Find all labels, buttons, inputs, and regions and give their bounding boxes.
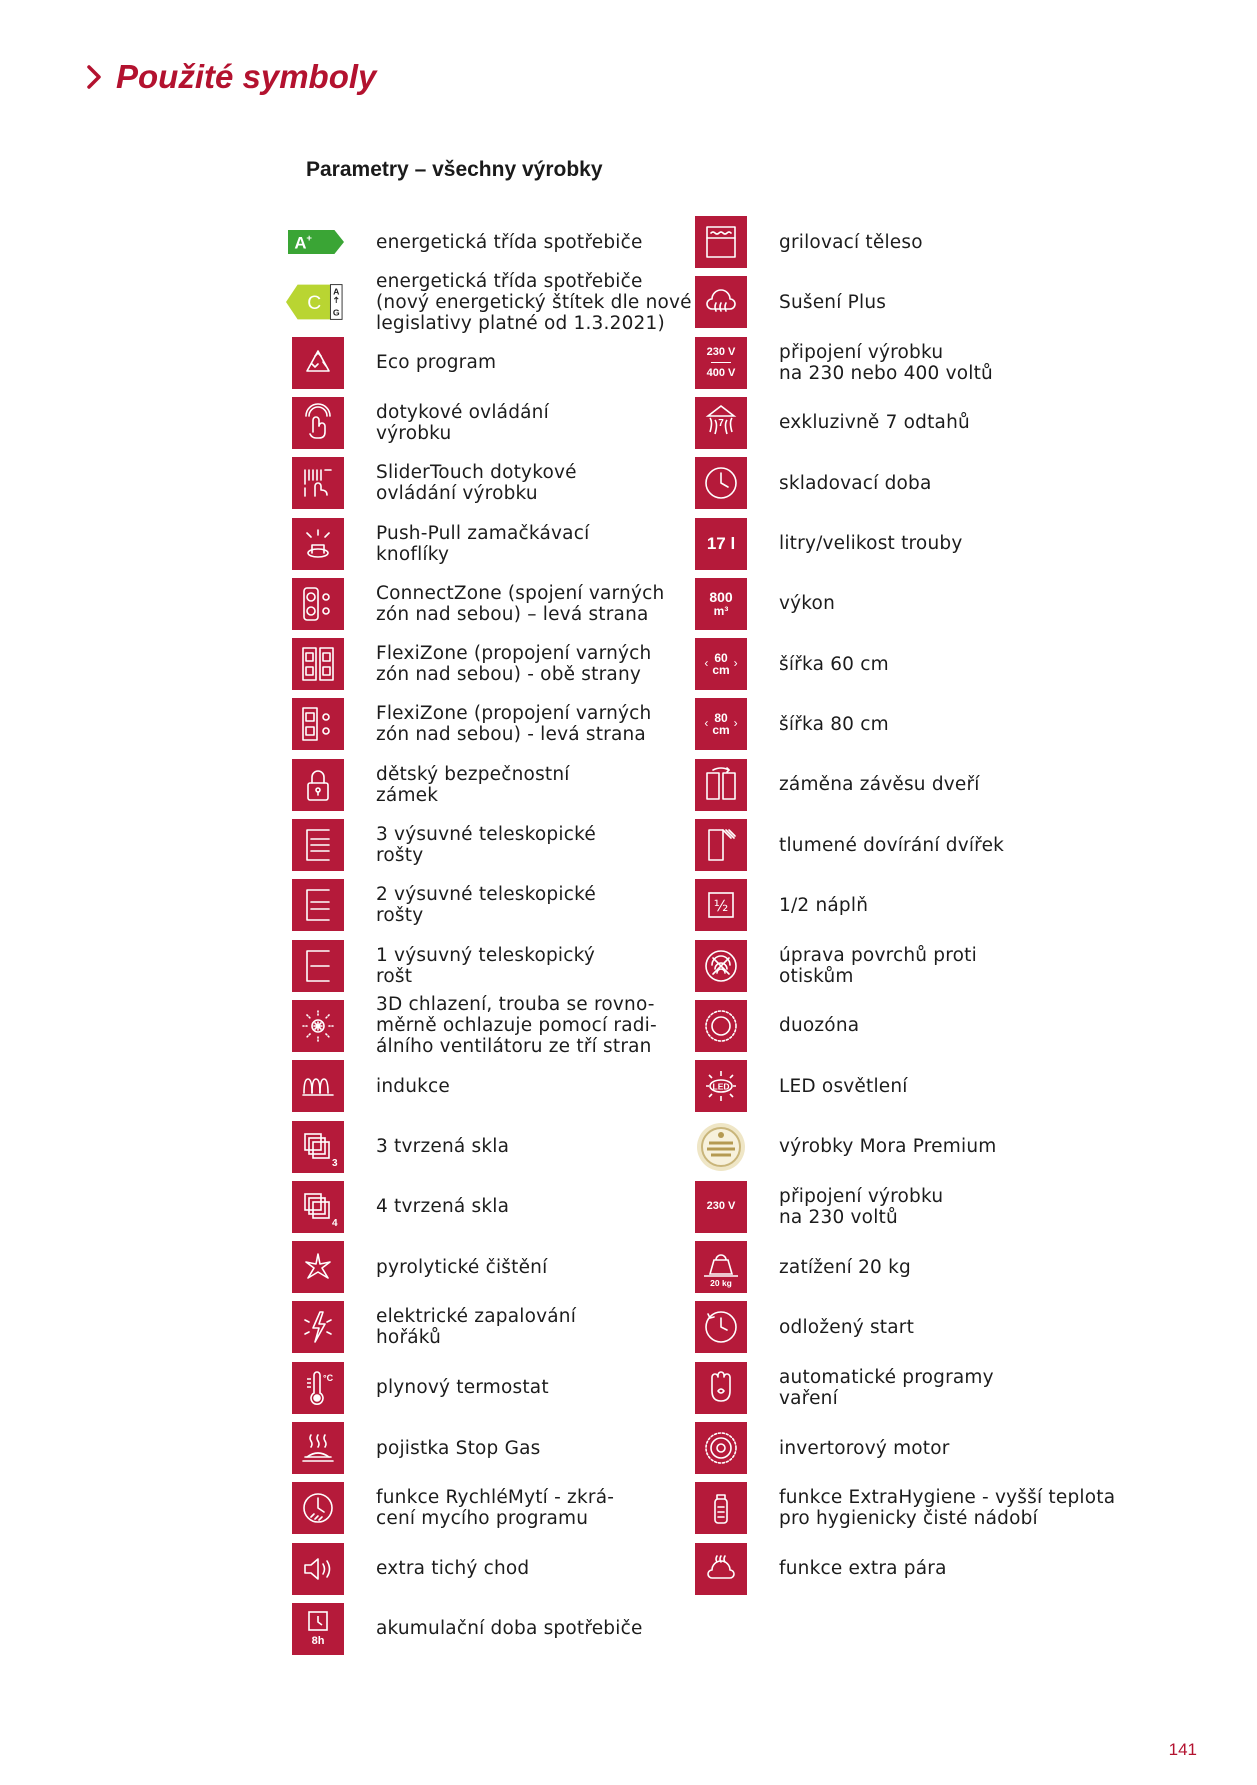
symbol-item xyxy=(695,337,1155,389)
delayed-start-icon xyxy=(695,1301,747,1353)
page-title: Použité symboly xyxy=(116,58,377,95)
svg-text:20 kg: 20 kg xyxy=(710,1278,732,1289)
symbol-label: 2 výsuvné teleskopické rošty xyxy=(376,884,596,927)
symbol-item xyxy=(292,578,752,630)
mora-premium-icon xyxy=(695,1121,747,1173)
symbol-label: exkluzivně 7 odtahů xyxy=(779,412,970,434)
symbol-label: výkon xyxy=(779,593,835,615)
symbol-label: akumulační doba spotřebiče xyxy=(376,1618,643,1640)
symbol-item xyxy=(695,457,1155,509)
power-output-icon: 800 m³ xyxy=(695,578,747,630)
tempered-glass-4-icon xyxy=(292,1181,344,1233)
svg-text:°C: °C xyxy=(323,1372,334,1383)
section-title: Parametry – všechny výrobky xyxy=(306,158,603,181)
chevron-right-icon xyxy=(86,64,102,90)
anti-fingerprint-icon xyxy=(695,940,747,992)
seven-extraction-icon xyxy=(695,397,747,449)
symbol-item xyxy=(695,819,1155,871)
symbol-item xyxy=(292,397,752,449)
symbol-item xyxy=(292,940,752,992)
symbol-label: energetická třída spotřebiče xyxy=(376,231,643,253)
symbol-item xyxy=(292,518,752,570)
symbol-item xyxy=(695,940,1155,992)
symbol-label: Push-Pull zamačkávací knoflíky xyxy=(376,522,590,565)
duozone-icon xyxy=(695,1000,747,1052)
child-lock-icon xyxy=(292,759,344,811)
symbol-label: 3 tvrzená skla xyxy=(376,1136,510,1157)
symbol-label: ConnectZone (spojení varných zón nad sebou) – levá strana xyxy=(376,582,665,625)
symbol-label: šířka 80 cm xyxy=(779,713,889,735)
symbol-label: šířka 60 cm xyxy=(779,653,889,675)
symbol-label: odložený start xyxy=(779,1316,915,1338)
symbol-label: energetická třída spotřebiče (nový energetický štítek dle nové legislativy platné od 1.3.2021) xyxy=(376,270,692,334)
svg-text:C: C xyxy=(307,293,322,315)
symbol-label: extra tichý chod xyxy=(376,1558,530,1580)
svg-text:G: G xyxy=(332,307,340,318)
symbol-label: automatické programy vaření xyxy=(779,1366,994,1409)
symbol-item xyxy=(292,994,752,1058)
symbol-label: pojistka Stop Gas xyxy=(376,1437,541,1459)
symbol-item xyxy=(695,638,1155,690)
symbol-item xyxy=(292,759,752,811)
symbol-label: 1/2 náplň xyxy=(779,894,869,916)
symbol-item xyxy=(292,638,752,690)
voltage-230-400-icon: 230 V 400 V xyxy=(695,337,747,389)
symbol-label: úprava povrchů proti otiskům xyxy=(779,944,977,987)
symbol-item xyxy=(695,1362,1155,1414)
symbol-label: SliderTouch dotykové ovládání výrobku xyxy=(376,462,577,505)
symbol-item xyxy=(292,1603,752,1655)
push-pull-knob-icon xyxy=(292,518,344,570)
symbol-item xyxy=(292,337,752,389)
symbol-item xyxy=(695,1181,1155,1233)
extrahygiene-icon xyxy=(695,1482,747,1534)
symbol-label: Eco program xyxy=(376,352,497,374)
symbol-item xyxy=(292,216,752,268)
quick-wash-icon xyxy=(292,1482,344,1534)
symbol-item xyxy=(695,216,1155,268)
energy-class-new-label-icon xyxy=(292,276,344,328)
symbol-label: 3D chlazení, trouba se rovno- měrně ochlazuje pomocí radi- álního ventilátoru ze tří stran xyxy=(376,994,657,1058)
drying-plus-icon xyxy=(695,276,747,328)
symbol-label: připojení výrobku na 230 voltů xyxy=(779,1185,944,1228)
induction-icon xyxy=(292,1060,344,1112)
gas-thermostat-icon xyxy=(292,1362,344,1414)
energy-class-a-plus-icon xyxy=(292,216,344,268)
symbol-item xyxy=(292,1422,752,1474)
extra-quiet-icon xyxy=(292,1543,344,1595)
grill-element-icon xyxy=(695,216,747,268)
symbol-item xyxy=(292,1241,752,1293)
svg-text:LED: LED xyxy=(712,1081,730,1092)
symbol-label: zatížení 20 kg xyxy=(779,1256,911,1278)
symbol-label: LED osvětlení xyxy=(779,1075,908,1097)
symbol-item xyxy=(292,1362,752,1414)
voltage-230-icon: 230 V xyxy=(695,1181,747,1233)
width-60-icon: ‹ 60 cm › xyxy=(695,638,747,690)
symbol-item xyxy=(695,759,1155,811)
symbol-item xyxy=(695,276,1155,328)
symbol-item xyxy=(695,1121,1155,1173)
symbol-item xyxy=(695,698,1155,750)
symbol-label: 1 výsuvný teleskopický rošt xyxy=(376,944,596,987)
symbol-label: pyrolytické čištění xyxy=(376,1256,548,1278)
3d-cooling-icon xyxy=(292,1000,344,1052)
load-20kg-icon xyxy=(695,1241,747,1293)
symbol-item xyxy=(292,1301,752,1353)
symbol-item xyxy=(695,578,1155,630)
svg-text:A: A xyxy=(294,233,307,253)
symbol-label: záměna závěsu dveří xyxy=(779,774,980,796)
slidertouch-icon xyxy=(292,457,344,509)
symbol-item xyxy=(292,1121,752,1173)
symbol-label: připojení výrobku na 230 nebo 400 voltů xyxy=(779,341,993,384)
symbol-item xyxy=(292,819,752,871)
accumulation-time-icon xyxy=(292,1603,344,1655)
half-load-icon xyxy=(695,879,747,931)
symbol-label: funkce RychléMytí - zkrá- cení mycího programu xyxy=(376,1487,615,1530)
symbol-item xyxy=(292,879,752,931)
page-heading xyxy=(86,58,376,96)
extra-steam-icon xyxy=(695,1543,747,1595)
stop-gas-icon xyxy=(292,1422,344,1474)
symbol-item xyxy=(695,1060,1155,1112)
soft-close-icon xyxy=(695,819,747,871)
symbol-label: FlexiZone (propojení varných zón nad sebou) - levá strana xyxy=(376,703,652,746)
symbol-label: plynový termostat xyxy=(376,1377,549,1399)
symbol-label: funkce extra pára xyxy=(779,1558,947,1580)
auto-programs-icon xyxy=(695,1362,747,1414)
symbol-item xyxy=(292,1543,752,1595)
led-lighting-icon xyxy=(695,1060,747,1112)
symbol-item xyxy=(695,1543,1155,1595)
telescopic-1-icon xyxy=(292,940,344,992)
symbol-item xyxy=(695,1301,1155,1353)
eco-program-icon xyxy=(292,337,344,389)
telescopic-2-icon xyxy=(292,879,344,931)
symbol-item xyxy=(292,1181,752,1233)
symbol-label: 3 výsuvné teleskopické rošty xyxy=(376,824,596,866)
svg-text:8h: 8h xyxy=(311,1634,325,1647)
symbol-label: indukce xyxy=(376,1075,450,1097)
storage-time-icon xyxy=(695,457,747,509)
symbol-item xyxy=(292,270,752,334)
symbol-label: výrobky Mora Premium xyxy=(779,1136,997,1157)
pyrolytic-cleaning-icon xyxy=(292,1241,344,1293)
symbol-item xyxy=(292,1060,752,1112)
symbol-label: dětský bezpečnostní zámek xyxy=(376,763,570,806)
symbol-item xyxy=(292,457,752,509)
touch-control-icon xyxy=(292,397,344,449)
symbol-item xyxy=(695,397,1155,449)
symbol-item xyxy=(292,1482,752,1534)
width-80-icon: ‹ 80 cm › xyxy=(695,698,747,750)
electric-ignition-icon xyxy=(292,1301,344,1353)
symbol-label: duozóna xyxy=(779,1015,860,1037)
symbol-item xyxy=(695,1000,1155,1052)
symbol-label: funkce ExtraHygiene - vyšší teplota pro hygienicky čisté nádobí xyxy=(779,1487,1116,1530)
svg-text:4: 4 xyxy=(332,1217,338,1228)
symbol-item xyxy=(695,1422,1155,1474)
symbol-label: grilovací těleso xyxy=(779,231,923,253)
symbol-label: dotykové ovládání výrobku xyxy=(376,401,549,444)
symbol-label: 4 tvrzená skla xyxy=(376,1196,510,1218)
symbol-label: elektrické zapalování hořáků xyxy=(376,1306,577,1349)
symbol-item xyxy=(292,698,752,750)
telescopic-3-icon xyxy=(292,819,344,871)
flexizone-left-icon xyxy=(292,698,344,750)
oven-volume-icon: 17 l xyxy=(695,518,747,570)
flexizone-both-icon xyxy=(292,638,344,690)
symbol-label: FlexiZone (propojení varných zón nad sebou) - obě strany xyxy=(376,643,652,686)
tempered-glass-3-icon xyxy=(292,1121,344,1173)
inverter-motor-icon xyxy=(695,1422,747,1474)
symbol-label: skladovací doba xyxy=(779,472,932,494)
symbol-item xyxy=(695,518,1155,570)
svg-text:½: ½ xyxy=(713,897,729,916)
symbol-label: invertorový motor xyxy=(779,1437,950,1459)
door-hinge-swap-icon xyxy=(695,759,747,811)
svg-text:7: 7 xyxy=(718,417,724,429)
connectzone-icon xyxy=(292,578,344,630)
svg-text:A: A xyxy=(333,286,340,297)
symbol-item xyxy=(695,1482,1155,1534)
page-number: 141 xyxy=(1168,1740,1197,1759)
svg-text:+: + xyxy=(306,233,313,245)
symbol-item xyxy=(695,879,1155,931)
symbol-label: litry/velikost trouby xyxy=(779,533,963,554)
svg-text:3: 3 xyxy=(332,1157,338,1168)
symbol-item xyxy=(695,1241,1155,1293)
symbol-label: tlumené dovírání dvířek xyxy=(779,834,1005,856)
symbol-label: Sušení Plus xyxy=(779,291,887,313)
